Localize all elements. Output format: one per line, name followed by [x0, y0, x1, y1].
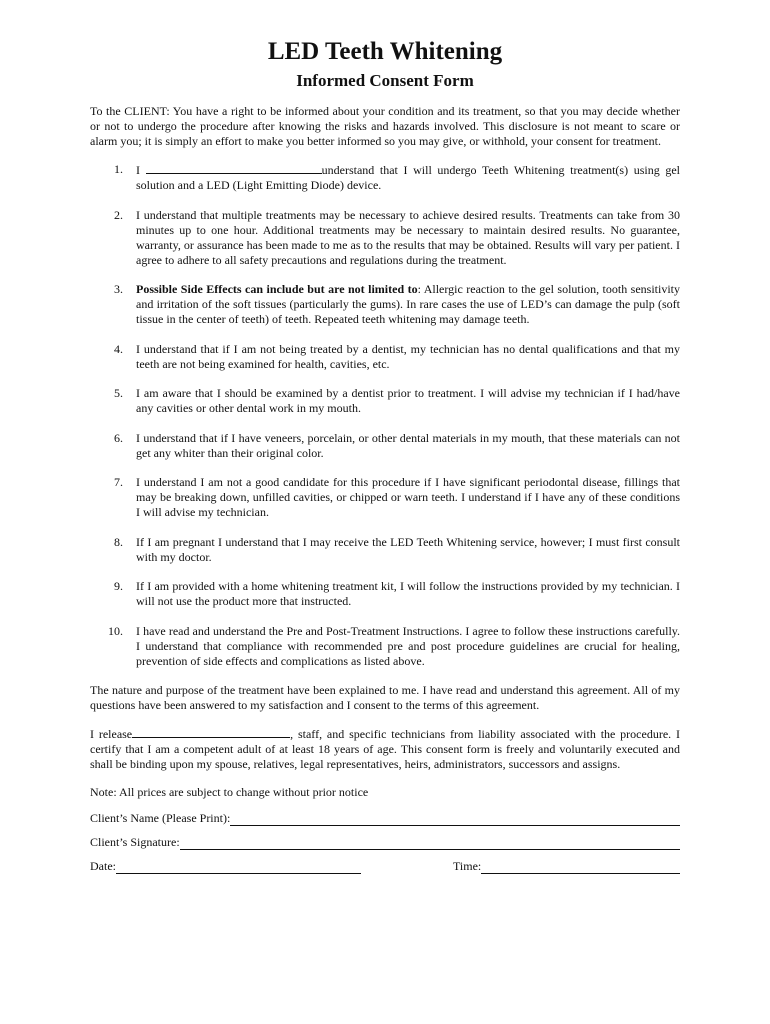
document-subtitle: Informed Consent Form [296, 71, 474, 90]
agreement-paragraph: The nature and purpose of the treatment have been explained to me. I have read and understand this agreement. All of my questions have been answered to my satisfaction and I consent to the terms of this agreement. [90, 683, 680, 712]
client-signature-field[interactable] [180, 837, 680, 850]
release-paragraph: I release , staff, and specific technicians from liability associated with the procedure. I certify that I am a competent adult of at least 18 years of age. This consent form is freely and voluntarily executed and shall be binding upon my spouse, relatives, legal representatives, heirs, administrators, successors and assigns. [90, 727, 680, 771]
client-name-label: Client’s Name (Please Print): [90, 811, 231, 825]
client-name-row [90, 811, 680, 826]
side-effects-heading: Possible Side Effects can include but are not limited to [136, 282, 418, 296]
list-item: 4. I understand that if I am not being treated by a dentist, my technician has no dental qualifications and that my teeth are not being examined for health, cavities, etc. [114, 341, 680, 371]
initials-blank[interactable] [146, 162, 322, 174]
list-item: 9. If I am provided with a home whitening treatment kit, I will follow the instructions provided by my technician. I will not use the product more that instructed. [114, 579, 680, 608]
client-signature-label: Client’s Signature: [90, 835, 180, 849]
list-item: 5. I am aware that I should be examined by a dentist prior to treatment. I will advise my technician if I had/have any cavities or other dental work in my mouth. [114, 386, 680, 415]
intro-paragraph: To the CLIENT: You have a right to be informed about your condition and its treatment, so that you may decide whether or not to undergo the procedure after knowing the risks and hazards involved. This disclosure is not meant to scare or alarm you; it is simply an effort to make you better informed so you may give, or withhold, your consent for treatment. [90, 104, 680, 148]
client-signature-row [90, 835, 680, 850]
list-item: 8. If I am pregnant I understand that I may receive the LED Teeth Whitening service, however; I must first consult with my doctor. [114, 534, 680, 564]
list-item: 6. I understand that if I have veneers, porcelain, or other dental materials in my mouth, that these materials can not get any whiter than their original color. [114, 430, 680, 460]
list-item: 3. Possible Side Effects can include but are not limited to: Allergic reaction to the gel solution, tooth sensitivity and irritation of the soft tissues (particularly the gums). In rare cases the use of LED’s can damage the pulp (soft tissue in the center of teeth) of teeth. Repeated teeth whitening may damage teeth. [114, 282, 680, 326]
date-label: Date: [90, 859, 116, 873]
list-item: 10. I have read and understand the Pre and Post-Treatment Instructions. I agree to follow these instructions carefully. I understand that compliance with recommended pre and post procedure guidelines are crucial for healing, prevention of side effects and complications as listed above. [108, 623, 680, 668]
document-title: LED Teeth Whitening [267, 38, 503, 65]
client-name-field[interactable] [230, 813, 680, 826]
price-note: Note: All prices are subject to change without prior notice [90, 785, 369, 799]
list-item: 1. I understand that I will undergo Teeth Whitening treatment(s) using gel solution and a LED (Light Emitting Diode) device. [114, 162, 680, 192]
date-field[interactable] [116, 861, 361, 874]
consent-form-page [90, 36, 680, 874]
list-item: 2. I understand that multiple treatments may be necessary to achieve desired results. Treatments can take from 30 minutes up to one hour. Additional treatments may be necessary to maintain desired results. No guarantee, warranty, or assurance has been made to me as to the results that may be obtained. Results will vary per patient. I agree to adhere to all safety precautions and regulations during the treatment. [114, 207, 680, 267]
consent-items-list [90, 162, 680, 669]
time-field[interactable] [481, 861, 680, 874]
time-label: Time: [453, 859, 482, 873]
list-item: 7. I understand I am not a good candidate for this procedure if I have significant periodontal disease, fillings that may be breaking down, unfilled cavities, or chipped or warn teeth. I understand if I have any of these conditions I will advise my technician. [114, 475, 680, 519]
release-name-blank[interactable] [132, 726, 290, 738]
date-time-row [90, 859, 680, 874]
